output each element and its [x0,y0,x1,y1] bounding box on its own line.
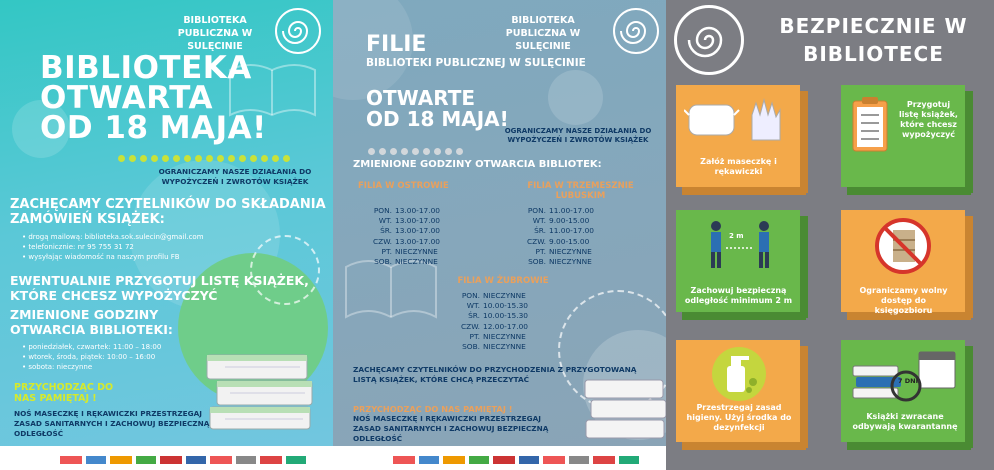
hours-heading: ZMIENIONE GODZINY OTWARCIA BIBLIOTEKI: [10,307,173,337]
day-label: PT. [381,246,392,256]
sponsor-logo [619,456,639,464]
dot-row [118,147,294,166]
list-item-text: telefonicznie: nr 95 755 31 72 [28,243,134,251]
time-value: 13.00-17.00 [395,216,440,226]
day-label: PT. [535,246,546,256]
day-label: PON. [461,291,480,300]
headline [40,50,267,146]
decor-dot [412,148,419,155]
clipboard-icon [849,95,894,180]
sponsor-logo [110,456,132,464]
spiral-logo-icon [277,10,319,52]
list-item-text: drogą mailową: biblioteka.sok.sulecin@gmail.com [28,233,204,241]
time-value: NIECZYNNE [483,291,526,300]
decor-dot [184,155,191,162]
time-value: 9.00-15.00 [549,216,590,226]
time-value: NIECZYNNE [549,257,592,267]
distance-icon [706,218,776,273]
tile-side [965,346,973,448]
book-stack-icon [583,362,666,447]
decor-dot [206,155,213,162]
sponsor-logo [493,456,515,464]
remember-heading: PRZYCHODZĄC DO NAS PAMIĘTAJ ! [353,404,513,414]
decor-dot [250,155,257,162]
branch-hours [443,291,528,352]
sponsor-logo [419,456,439,464]
list-item-text: sobota: nieczynne [28,363,93,371]
restrict-note: OGRANICZAMY NASZE DZIAŁANIA DO WYPOŻYCZEŃ I ZWROTÓW KSIĄŻEK [504,127,652,144]
decor-dot [118,155,125,162]
decor-dot [228,155,235,162]
library-logo [613,8,659,54]
list-item: • wtorek, środa, piątek: 10:00 – 16:00 [22,353,156,361]
time-value: NIECZYNNE [549,246,592,256]
hours-row [443,291,528,301]
decor-circle [548,70,603,125]
prepare-heading: EWENTUALNIE PRZYGOTUJ LISTĘ KSIĄŻEK, KTÓRE CHCESZ WYPOŻYCZYĆ [10,273,309,303]
day-label: WT. [466,301,480,311]
day-label: ŚR. [534,226,546,236]
sponsor-footer [0,446,333,470]
safety-tile-distance [676,210,808,320]
decor-dot [140,155,147,162]
list-item-text: wysyłając wiadomość na naszym profilu FB [28,253,180,261]
decor-dot [390,148,397,155]
time-value: NIECZYNNE [395,257,438,267]
days-label: 7 DNI [897,377,919,385]
sponsor-logo [569,456,589,464]
decor-dot [423,148,430,155]
headline [366,88,509,130]
library-header: BIBLIOTEKA PUBLICZNA W SULĘCINIE [505,15,581,52]
sponsor-logo [543,456,565,464]
hours-row [353,247,440,257]
hours-row [353,237,440,247]
decor-dot [261,155,268,162]
branch-name: FILIA W OSTROWIE [358,181,449,191]
decor-dot [283,155,290,162]
sponsor-logo [136,456,156,464]
book-stack-icon [205,325,320,445]
tile-side [965,216,973,318]
tile-side [800,216,808,318]
headline-line: OD 18 MAJA! [366,107,509,131]
day-label: CZW. [526,236,546,246]
no-access-icon [873,216,933,276]
library-logo [275,8,321,54]
hours-row [353,216,440,226]
tile-side [965,91,973,193]
decor-dot [129,155,136,162]
hours-row [443,311,528,321]
tile-caption: Załóż maseczkę i rękawiczki [700,157,777,176]
sponsor-logo [160,456,182,464]
mask-gloves-icon [684,95,794,145]
hours-row [513,226,594,236]
decor-dot [379,148,386,155]
list-item: • telefonicznie: nr 95 755 31 72 [22,243,134,251]
branch-hours [353,206,440,267]
sponsor-logo [469,456,489,464]
invite-text: ZACHĘCAMY CZYTELNIKÓW DO PRZYCHODZENIA Z PRZYGOTOWANĄ LISTĄ KSIĄŻEK, KTÓRE CHCĄ PRZECZYTAĆ [353,365,637,384]
day-label: WT. [532,216,546,226]
time-value: NIECZYNNE [395,246,438,256]
decor-dot [162,155,169,162]
sponsor-logo [86,456,106,464]
branch-name: FILIA W ŻUBROWIE [457,276,549,286]
decor-dot [195,155,202,162]
encourage-heading: ZACHĘCAMY CZYTELNIKÓW DO SKŁADANIA ZAMÓWIEŃ KSIĄŻEK: [10,197,326,227]
spiral-logo-icon [677,8,741,72]
sanitizer-icon [709,344,769,402]
decor-dot [434,148,441,155]
sponsor-logo [393,456,415,464]
time-value: NIECZYNNE [483,331,526,341]
dot-row [368,140,467,159]
hours-row [443,332,528,342]
order-ways-list [22,232,322,262]
poster-safety [666,0,994,470]
day-label: ŚR. [468,311,480,321]
tile-side [682,312,806,320]
sponsor-logo [236,456,256,464]
restrict-note: OGRANICZAMY NASZE DZIAŁANIA DO WYPOŻYCZEŃ I ZWROTÓW KSIĄŻEK [158,167,312,186]
sponsor-logo [519,456,539,464]
list-item: • wysyłając wiadomość na naszym profilu FB [22,253,180,261]
day-label: PON. [527,206,546,215]
tile-caption: Zachowuj bezpieczną odległość minimum 2 m [684,286,793,305]
day-label: SOB. [462,342,480,352]
hours-list [22,342,182,372]
branch-hours [513,206,594,267]
hours-row [353,257,440,267]
day-label: CZW. [460,321,480,331]
sponsor-logo [260,456,282,464]
poster-main-library [0,0,333,470]
poster-branches [333,0,666,470]
tile-side [800,346,808,448]
time-value: 13.00-17.00 [395,236,440,246]
book-calendar-icon [851,346,961,404]
list-item: • sobota: nieczynne [22,363,93,371]
list-item: • poniedziałek, czwartek: 11:00 – 18:00 [22,343,162,351]
hours-row [513,247,594,257]
headline-line: OTWARTE [366,86,476,110]
remember-heading: PRZYCHODZĄC DO NAS PAMIĘTAJ ! [14,382,114,404]
day-label: SOB. [528,257,546,267]
sponsor-logo [60,456,82,464]
decor-dot [151,155,158,162]
hours-row [513,257,594,267]
time-value: 11.00-17.00 [549,226,594,236]
decor-dot [239,155,246,162]
hours-row [513,206,594,216]
remember-text: NOŚ MASECZKĘ I RĘKAWICZKI PRZESTRZEGAJ ZASAD SANITARNYCH I ZACHOWUJ BEZPIECZNĄ ODLEGŁOŚĆ [353,414,549,443]
list-item-text: poniedziałek, czwartek: 11:00 – 18:00 [28,343,162,351]
day-label: WT. [378,216,392,226]
hours-row [443,301,528,311]
time-value: 9.00-15.00 [549,236,590,246]
tile-caption: Książki zwracane odbywają kwarantannę [852,412,958,431]
branch-name: FILIA W TRZEMESZNIE LUBUSKIM [527,181,634,201]
time-value: 13.00-17.00 [395,226,440,236]
hours-row [443,342,528,352]
cultural-center-logo [674,5,744,75]
tile-caption: Ograniczamy wolny dostęp do księgozbioru [859,286,948,315]
branches-title: FILIE [366,32,427,57]
sponsor-logo [210,456,232,464]
safety-tile-quarantine [841,340,973,450]
tile-side [682,187,806,195]
remember-text: NOŚ MASECZKĘ I RĘKAWICZKI PRZESTRZEGAJ ZASAD SANITARNYCH I ZACHOWUJ BEZPIECZNĄ ODLEGŁOŚĆ [14,409,210,438]
tile-side [847,442,971,450]
day-label: ŚR. [380,226,392,236]
hours-heading: ZMIENIONE GODZINY OTWARCIA BIBLIOTEK: [353,159,602,170]
day-label: CZW. [372,236,392,246]
time-value: 13.00-17.00 [395,206,440,215]
tile-side [847,187,971,195]
list-item-text: wtorek, środa, piątek: 10:00 – 16:00 [28,353,156,361]
safety-title: BEZPIECZNIE W BIBLIOTECE [779,14,968,66]
spiral-logo-icon [615,10,657,52]
branches-subtitle: BIBLIOTEKI PUBLICZNEJ W SULĘCINIE [366,57,586,69]
headline-line: OTWARTA [40,80,214,116]
tile-side [800,91,808,193]
tile-caption: Przestrzegaj zasad higieny. Użyj środka do dezynfekcji [686,403,792,432]
distance-label: 2 m [729,232,744,240]
time-value: NIECZYNNE [483,342,526,352]
hours-row [353,226,440,236]
time-value: 12.00-17.00 [483,321,528,331]
hours-row [513,237,594,247]
day-label: PT. [469,331,480,341]
tile-side [682,442,806,450]
tile-caption: Przygotuj listę książek, które chcesz wypożyczyć [899,100,958,139]
sponsor-footer [333,446,666,470]
list-item: • drogą mailową: biblioteka.sok.sulecin@gmail.com [22,233,204,241]
safety-tile-access [841,210,973,320]
decor-dot [368,148,375,155]
library-header: BIBLIOTEKA PUBLICZNA W SULĘCINIE [177,15,253,52]
sponsor-logo [186,456,206,464]
hours-row [443,322,528,332]
day-label: SOB. [374,257,392,267]
decor-dot [272,155,279,162]
headline-line: BIBLIOTEKA [40,50,252,86]
decor-dot [217,155,224,162]
decor-dot [173,155,180,162]
day-label: PON. [373,206,392,215]
time-value: 11.00-17.00 [549,206,594,215]
time-value: 10.00-15.30 [483,311,528,321]
time-value: 10.00-15.30 [483,301,528,311]
safety-tile-list [841,85,973,195]
decor-dot [401,148,408,155]
decor-dot [456,148,463,155]
decor-dot [445,148,452,155]
hours-row [513,216,594,226]
hours-row [353,206,440,216]
sponsor-logo [593,456,615,464]
sponsor-logo [443,456,465,464]
headline-line: OD 18 MAJA! [40,110,267,146]
sponsor-logo [286,456,306,464]
safety-tile-mask [676,85,808,195]
safety-tile-hygiene [676,340,808,450]
